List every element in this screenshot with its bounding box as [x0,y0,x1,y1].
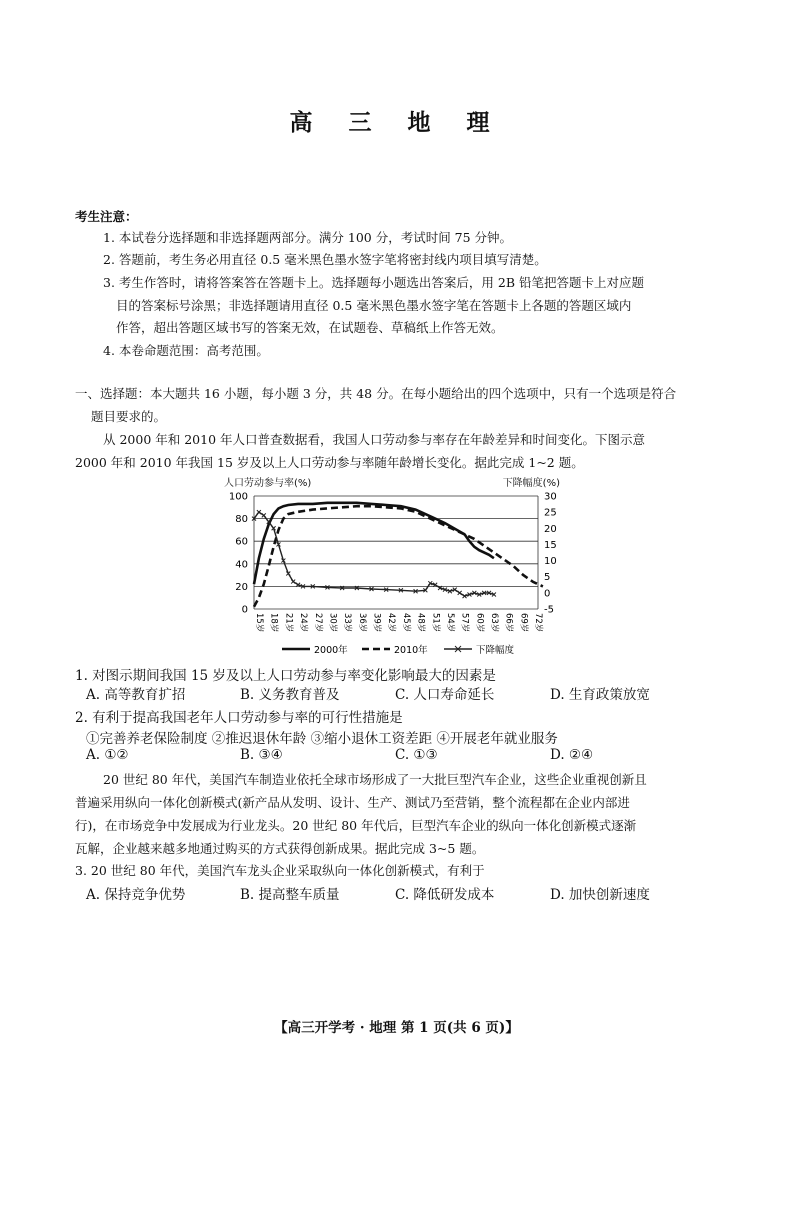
q3-option-b[interactable]: B. 提高整车质量 [240,887,340,903]
x-tick-label: 36岁 [356,613,367,633]
x-tick-label: 69岁 [518,613,529,633]
x-tick-label: 24岁 [298,613,309,633]
right-tick-label: 10 [544,556,557,568]
x-tick-label: 42岁 [386,613,397,633]
q1-stem: 1. 对图示期间我国 15 岁及以上人口劳动参与率变化影响最大的因素是 [75,668,496,684]
section-heading-cont: 题目要求的。 [91,409,167,424]
x-tick-label: 48岁 [415,613,426,633]
right-tick-label: 30 [544,491,557,503]
q2-choices: ①完善养老保险制度 ②推迟退休年龄 ③缩小退休工资差距 ④开展老年就业服务 [86,731,558,747]
series-line-2 [254,506,543,607]
left-tick-label: 100 [228,491,248,503]
x-tick-label: 66岁 [503,613,514,633]
q1-option-d[interactable]: D. 生育政策放宽 [550,687,650,703]
right-tick-label: -5 [544,604,554,616]
q3-stem: 3. 20 世纪 80 年代，美国汽车龙头企业采取纵向一体化创新模式，有利于 [75,863,485,878]
x-tick-label: 39岁 [371,613,382,633]
notice-item-2: 2. 答题前，考生务必用直径 0.5 毫米黑色墨水签字笔将密封线内项目填写清楚。 [103,252,547,267]
x-tick-label: 72岁 [533,613,544,633]
q2-option-a[interactable]: A. ①② [86,747,129,763]
notice-heading: 考生注意： [75,209,138,224]
q1-option-a[interactable]: A. 高等教育扩招 [86,687,186,703]
right-tick-label: 25 [544,507,557,519]
x-tick-label: 27岁 [312,613,323,633]
q2-stem: 2. 有利于提高我国老年人口劳动参与率的可行性措施是 [75,710,403,726]
legend-label: 下降幅度 [476,645,515,656]
right-tick-label: 20 [544,523,557,535]
x-tick-label: 51岁 [430,613,441,633]
x-tick-label: 33岁 [342,613,353,633]
notice-item-1: 1. 本试卷分选择题和非选择题两部分。满分 100 分，考试时间 75 分钟。 [103,230,513,245]
passage2-line1: 20 世纪 80 年代，美国汽车制造业依托全球市场形成了一大批巨型汽车企业，这些企业重视创新且 [103,772,647,787]
legend-label: 2010年 [394,645,428,656]
series-line-3 [254,512,494,596]
left-axis [229,492,248,616]
q3-option-d[interactable]: D. 加快创新速度 [550,887,650,903]
x-tick-label: 30岁 [327,613,338,633]
left-tick-label: 40 [235,559,248,571]
notice-item-4: 4. 本卷命题范围：高考范围。 [103,343,269,358]
q2-option-d[interactable]: D. ②④ [550,747,594,763]
chart-grid [254,496,538,609]
x-tick-label: 63岁 [489,613,500,633]
q2-option-b[interactable]: B. ③④ [240,747,283,763]
q1-option-c[interactable]: C. 人口寿命延长 [395,687,495,703]
right-tick-label: 0 [544,588,551,600]
right-tick-label: 15 [544,539,557,551]
left-axis-label: 人口劳动参与率(%) [224,478,312,489]
left-tick-label: 60 [235,536,248,548]
left-tick-label: 20 [235,581,248,593]
q1-option-b[interactable]: B. 义务教育普及 [240,687,340,703]
right-axis-label: 下降幅度(%) [502,478,560,489]
section-heading: 一、选择题：本大题共 16 小题，每小题 3 分，共 48 分。在每小题给出的四个选项中，只有一个选项是符合 [75,386,677,401]
notice-item-3-cont2: 作答，超出答题区域书写的答案无效，在试题卷、草稿纸上作答无效。 [116,320,504,335]
labor-participation-chart [222,472,562,658]
notice-item-3: 3. 考生作答时，请将答案答在答题卡上。选择题每小题选出答案后，用 2B 铅笔把答题卡上对应题 [103,275,644,290]
left-tick-label: 0 [241,604,248,616]
x-tick-label: 57岁 [459,613,470,633]
passage2-line4: 瓦解，企业越来越多地通过购买的方式获得创新成果。据此完成 3~5 题。 [75,841,485,856]
x-tick-label: 54岁 [444,613,455,633]
x-axis-ticks [254,613,544,632]
page-footer: 【高三开学考 · 地理 第 1 页(共 6 页)】 [274,1020,519,1036]
passage2-line2: 普遍采用纵向一体化创新模式(新产品从发明、设计、生产、测试乃至营销，整个流程都在企业内部进 [75,795,630,810]
right-axis [544,492,557,616]
q3-option-a[interactable]: A. 保持竞争优势 [86,887,186,903]
right-tick-label: 5 [544,572,551,584]
q2-option-c[interactable]: C. ①③ [395,747,438,763]
notice-item-3-cont1: 目的答案标号涂黑；非选择题请用直径 0.5 毫米黑色墨水签字笔在答题卡上各题的答题区域内 [116,298,632,313]
left-tick-label: 80 [235,514,248,526]
passage1-line2: 2000 年和 2010 年我国 15 岁及以上人口劳动参与率随年龄增长变化。据此完成 1~2 题。 [75,455,584,470]
legend-label: 2000年 [314,645,348,656]
x-tick-label: 15岁 [254,613,264,633]
passage1-line1: 从 2000 年和 2010 年人口普查数据看，我国人口劳动参与率存在年龄差异和时间变化。下图示意 [103,432,646,447]
chart-legend [282,644,515,656]
x-tick-label: 45岁 [400,613,411,633]
x-tick-label: 60岁 [474,613,485,633]
x-tick-label: 21岁 [283,613,294,633]
passage2-line3: 行)，在市场竞争中发展成为行业龙头。20 世纪 80 年代后，巨型汽车企业的纵向一体化创新模式逐渐 [75,818,637,833]
page-title: 高 三 地 理 [289,109,504,136]
q3-option-c[interactable]: C. 降低研发成本 [395,887,495,903]
x-tick-label: 18岁 [268,613,279,633]
